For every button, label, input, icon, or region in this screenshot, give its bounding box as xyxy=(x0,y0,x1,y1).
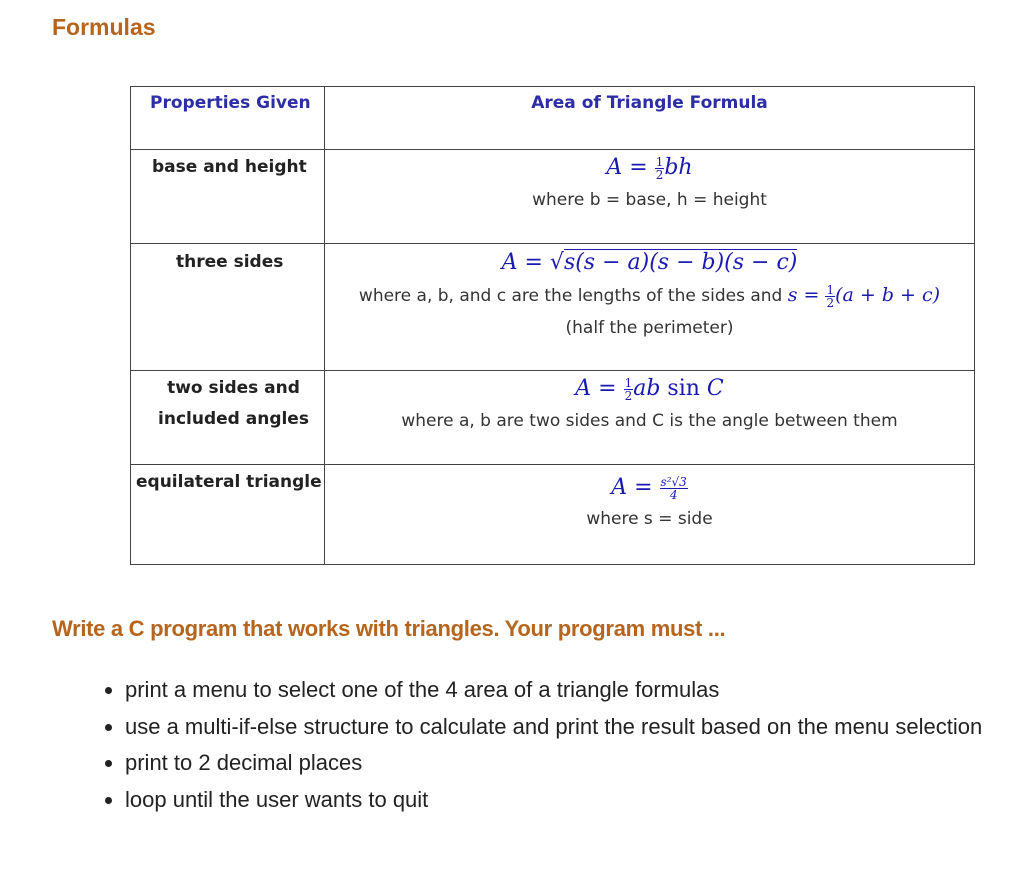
formula-cell xyxy=(325,150,975,244)
list-item: • print a menu to select one of the 4 area of a triangle formulas xyxy=(125,672,985,709)
list-item: • use a multi-if-else structure to calculate and print the result based on the menu selection xyxy=(125,709,985,746)
list-item: • loop until the user wants to quit xyxy=(125,782,985,819)
formula-description: where a, b, and c are the lengths of the sides and s = $\frac{1}{2}$ (a + b + c) xyxy=(358,282,941,310)
table-header-row xyxy=(131,87,975,150)
header-area-formula: Area of Triangle Formula xyxy=(325,87,975,150)
header-properties-given: Properties Given xyxy=(131,87,325,150)
table-row xyxy=(131,465,975,565)
formula-note: (half the perimeter) xyxy=(565,318,734,338)
list-item: • print to 2 decimal places xyxy=(125,745,985,782)
formula-equilateral: A = $\frac{\text{s²√3}}{4}$ xyxy=(611,474,687,502)
formula-description: where s = side xyxy=(586,509,713,529)
formula-description: where a, b are two sides and C is the angle between them xyxy=(401,411,898,431)
property-cell: two sides and included angles xyxy=(131,371,325,465)
formulas-table xyxy=(130,86,975,565)
formula-herons: A = √s(s − a)(s − b)(s − c) xyxy=(501,250,798,275)
table-row xyxy=(131,150,975,244)
task-heading: Write a C program that works with triangles. Your program must ... xyxy=(52,616,726,641)
property-cell: equilateral triangle xyxy=(131,465,325,565)
formula-base-height: A = $\frac{1}{2}$ bh xyxy=(606,154,693,182)
requirements-list xyxy=(96,672,985,818)
table-row xyxy=(131,371,975,465)
formula-cell xyxy=(325,371,975,465)
formulas-heading: Formulas xyxy=(52,14,156,40)
formula-cell xyxy=(325,465,975,565)
property-cell: three sides xyxy=(131,244,325,371)
formula-cell xyxy=(325,244,975,371)
formula-two-sides-angle: A = $\frac{1}{2}$ ab sin C xyxy=(575,375,724,403)
property-cell: base and height xyxy=(131,150,325,244)
formula-description: where b = base, h = height xyxy=(532,190,767,210)
table-row xyxy=(131,244,975,371)
